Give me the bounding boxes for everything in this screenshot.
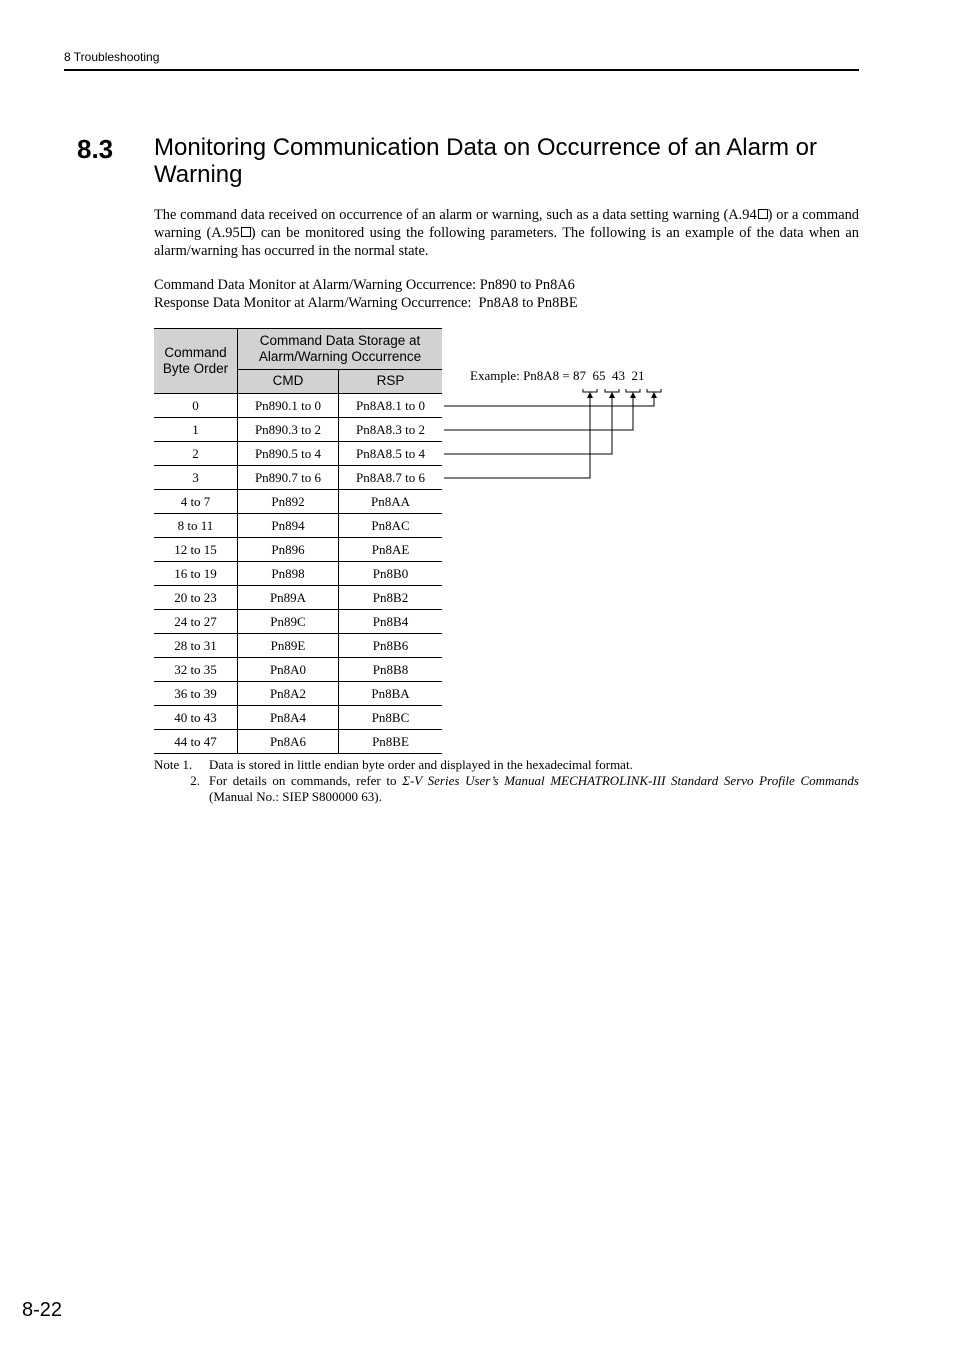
byte-order-cell: 4 to 7 — [154, 490, 238, 514]
rsp-cell: Pn8AC — [339, 514, 443, 538]
cmd-cell: Pn89A — [238, 586, 339, 610]
cmd-cell: Pn890.1 to 0 — [238, 394, 339, 418]
cmd-cell: Pn892 — [238, 490, 339, 514]
intro-text-3: ) can be monitored using the following parameters. The following is an example of the data when an alarm/warning has occurred in the normal state. — [154, 225, 859, 259]
byte-bracket-87 — [583, 389, 597, 392]
header-rsp: RSP — [339, 369, 443, 393]
rsp-cell: Pn8A8.3 to 2 — [339, 418, 443, 442]
command-monitor-line: Command Data Monitor at Alarm/Warning Occurrence: Pn890 to Pn8A6 — [154, 277, 575, 293]
byte-order-cell: 40 to 43 — [154, 706, 238, 730]
byte-order-cell: 24 to 27 — [154, 610, 238, 634]
running-header: 8 Troubleshooting — [64, 50, 160, 64]
rsp-cell: Pn8BA — [339, 682, 443, 706]
byte-order-cell: 3 — [154, 466, 238, 490]
connector-byte-1 — [444, 395, 633, 430]
rsp-cell: Pn8B4 — [339, 610, 443, 634]
byte-bracket-43 — [626, 389, 640, 392]
cmd-cell: Pn89E — [238, 634, 339, 658]
rsp-cell: Pn8BC — [339, 706, 443, 730]
notes — [154, 757, 859, 805]
byte-order-cell: 1 — [154, 418, 238, 442]
note-2-pre: For details on commands, refer to — [209, 773, 403, 788]
rsp-cell: Pn8B0 — [339, 562, 443, 586]
rsp-cell: Pn8A8.1 to 0 — [339, 394, 443, 418]
cmd-cell: Pn894 — [238, 514, 339, 538]
cmd-cell: Pn8A2 — [238, 682, 339, 706]
cmd-cell: Pn890.3 to 2 — [238, 418, 339, 442]
connector-byte-0 — [444, 395, 654, 406]
byte-bracket-65 — [605, 389, 619, 392]
rsp-cell: Pn8B2 — [339, 586, 443, 610]
byte-order-cell: 16 to 19 — [154, 562, 238, 586]
byte-order-cell: 44 to 47 — [154, 730, 238, 754]
intro-text-1: The command data received on occurrence of an alarm or warning, such as a data setting warning (A.94 — [154, 207, 757, 223]
byte-order-cell: 32 to 35 — [154, 658, 238, 682]
byte-order-cell: 8 to 11 — [154, 514, 238, 538]
rsp-cell: Pn8BE — [339, 730, 443, 754]
cmd-cell: Pn890.7 to 6 — [238, 466, 339, 490]
rsp-cell: Pn8AE — [339, 538, 443, 562]
byte-order-cell: 20 to 23 — [154, 586, 238, 610]
manual-title: Σ-V Series User’s Manual MECHATROLINK-III Standard Servo Profile Commands — [402, 773, 859, 788]
byte-order-cell: 36 to 39 — [154, 682, 238, 706]
byte-order-cell: 12 to 15 — [154, 538, 238, 562]
byte-order-cell: 0 — [154, 394, 238, 418]
cmd-cell: Pn8A6 — [238, 730, 339, 754]
note-2-label: 2. — [190, 773, 200, 788]
header-storage: Command Data Storage at Alarm/Warning Occurrence — [238, 329, 443, 370]
note-1 — [154, 757, 859, 773]
intro-text-2: ) or a command warning (A.95 — [154, 207, 859, 241]
connector-byte-3 — [444, 395, 590, 478]
cmd-cell: Pn8A0 — [238, 658, 339, 682]
cmd-cell: Pn8A4 — [238, 706, 339, 730]
response-monitor-line: Response Data Monitor at Alarm/Warning Occurrence: Pn8A8 to Pn8BE — [154, 295, 578, 311]
example-label: Example: Pn8A8 = 87 65 43 21 — [470, 368, 645, 383]
section-number: 8.3 — [77, 134, 114, 164]
rsp-cell: Pn8B8 — [339, 658, 443, 682]
note-2 — [154, 773, 859, 805]
note-2-post: (Manual No.: SIEP S800000 63). — [209, 789, 382, 804]
cmd-cell: Pn890.5 to 4 — [238, 442, 339, 466]
cmd-cell: Pn896 — [238, 538, 339, 562]
page-number: 8-22 — [22, 1299, 63, 1321]
section-title: Monitoring Communication Data on Occurrence of an Alarm or Warning — [154, 134, 817, 188]
rsp-cell: Pn8A8.7 to 6 — [339, 466, 443, 490]
cmd-cell: Pn898 — [238, 562, 339, 586]
note-2-text — [209, 773, 859, 805]
rsp-cell: Pn8B6 — [339, 634, 443, 658]
byte-order-cell: 2 — [154, 442, 238, 466]
header-byte-order: Command Byte Order — [154, 329, 238, 394]
connector-byte-2 — [444, 395, 612, 454]
byte-bracket-21 — [647, 389, 661, 392]
note-1-label: Note 1. — [154, 757, 193, 772]
header-cmd: CMD — [238, 369, 339, 393]
cmd-cell: Pn89C — [238, 610, 339, 634]
byte-order-cell: 28 to 31 — [154, 634, 238, 658]
rsp-cell: Pn8A8.5 to 4 — [339, 442, 443, 466]
rsp-cell: Pn8AA — [339, 490, 443, 514]
note-1-text: Data is stored in little endian byte order and displayed in the hexadecimal format. — [209, 757, 633, 772]
